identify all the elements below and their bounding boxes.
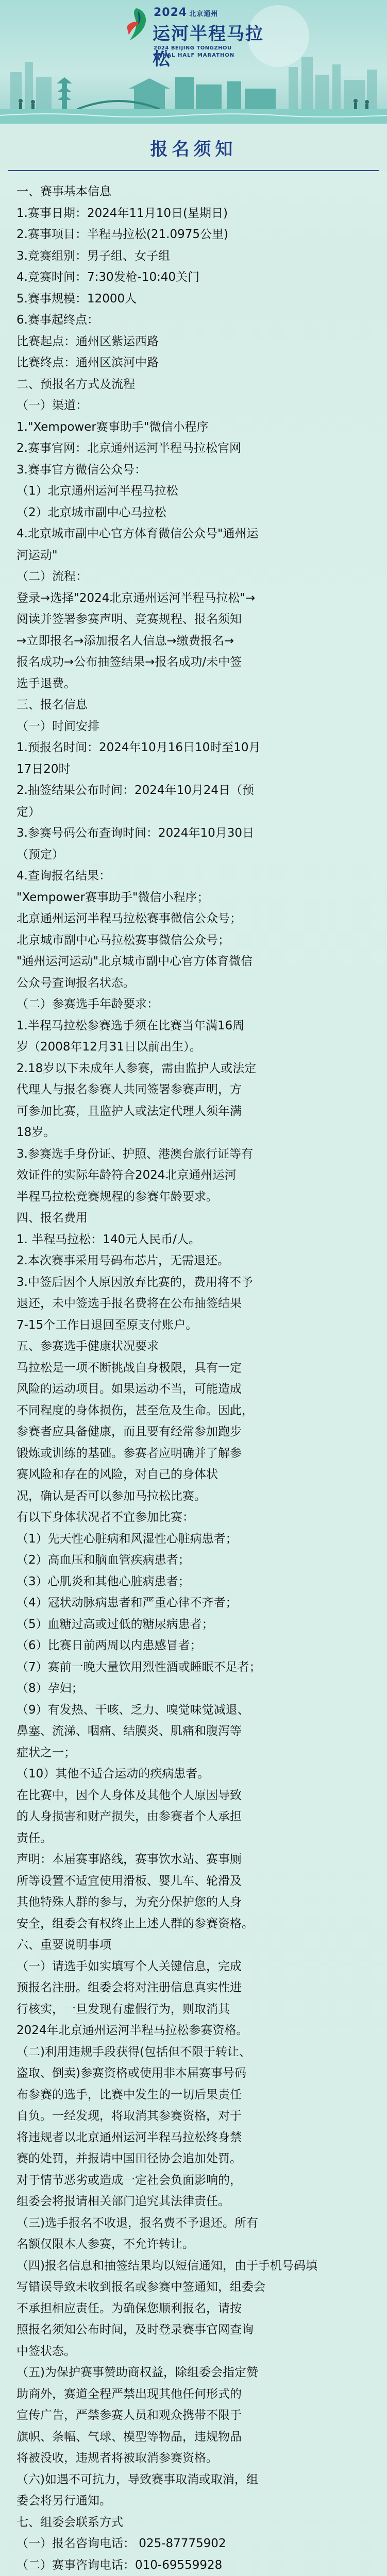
content-line: 的人身损害和财产损失，由参赛者个人承担 <box>16 1810 242 1823</box>
content-line: 公众号查询报名状态。 <box>16 976 135 990</box>
content-line: 其他特殊人群的参与，为充分保护您的人身 <box>16 1895 242 1909</box>
content-line: 中签状态。 <box>16 2344 76 2358</box>
content-line: 组委会将报请相关部门追究其法律责任。 <box>16 2195 230 2208</box>
content-line: 6.赛事起终点： <box>16 313 99 327</box>
content-line: （4）冠状动脉病患者和严重心律不齐者； <box>16 1596 238 1609</box>
content-line: （二）参赛选手年龄要求： <box>16 997 159 1011</box>
content-line: 将被没收，违规者将被取消参赛资格。 <box>16 2451 218 2465</box>
content-line: 代理人与报名参赛人共同签署参赛声明，方 <box>16 1083 242 1096</box>
content-line: 有以下身体状况者不宜参加比赛： <box>16 1511 194 1524</box>
content-line: 盗取、倒卖)参赛资格或使用非本届赛事号码 <box>16 2066 246 2080</box>
content-line: （二)利用违规手段获得(包括但不限于转让、 <box>16 2045 251 2059</box>
content-line: 行核实，一旦发现有虚假行为，则取消其 <box>16 2002 230 2016</box>
content-line: 半程马拉松竞赛规程的参赛年龄要求。 <box>16 1190 218 1204</box>
content-line: 责任。 <box>16 1831 52 1845</box>
content-line: （一）渠道： <box>16 399 88 412</box>
content-line: 名额仅限本人参赛，不允许转让。 <box>16 2238 194 2251</box>
content-line: 3.中签后因个人原因放弃比赛的，费用将不予 <box>16 1275 253 1289</box>
page-title: 报名须知 <box>150 139 237 160</box>
content-line: （2）北京城市副中心马拉松 <box>16 505 166 519</box>
content-line: 四、报名费用 <box>16 1211 88 1225</box>
content-line: 不承担相应责任。为确保您顺利报名，请按 <box>16 2301 242 2315</box>
content-line: 4.查询报名结果： <box>16 869 111 883</box>
content-line: 选手退费。 <box>16 676 76 690</box>
logo-en-line1: 2024 BEIJING TONGZHOU <box>154 45 232 51</box>
content-line: 三、报名信息 <box>16 698 88 711</box>
event-banner <box>0 0 387 124</box>
content-line: 18岁。 <box>16 1126 56 1139</box>
content-line: 定） <box>16 805 40 819</box>
content-line: 2.本次赛事采用号码布芯片，无需退还。 <box>16 1254 229 1267</box>
content-line: 预报名注册。组委会将对注册信息真实性进 <box>16 1981 242 1994</box>
content-line: 况，确认是否可以参加马拉松比赛。 <box>16 1489 206 1503</box>
content-line: 比赛终点：通州区滨河中路 <box>16 356 159 369</box>
content-line: 旗帜、条幅、气球、模型等物品，违规物品 <box>16 2430 242 2444</box>
content-line: （1）先天性心脏病和风湿性心脏病患者； <box>16 1532 238 1546</box>
content-line: （二）流程： <box>16 570 88 583</box>
content-line: "通州运河运动"北京城市副中心官方体育微信 <box>16 955 253 968</box>
content-line: （二）赛事咨询电话：010-69559928 <box>16 2558 223 2572</box>
content-line: 1.预报名时间：2024年10月16日10时至10月 <box>16 741 261 754</box>
content-line: 效证件的实际年龄符合2024北京通州运河 <box>16 1168 237 1182</box>
page-title-bar <box>0 124 387 171</box>
content-line: 2024年北京通州运河半程马拉松参赛资格。 <box>16 2024 248 2037</box>
content-line: 登录→选择"2024北京通州运河半程马拉松"→ <box>16 591 256 605</box>
content-line: 1."Xempower赛事助手"微信小程序 <box>16 420 209 434</box>
content-line: 4.北京城市副中心官方体育微信公众号"通州运 <box>16 527 259 540</box>
content-line: 1. 半程马拉松：140元人民币/人。 <box>16 1232 200 1246</box>
content-line: （一）报名咨询电话： 025-87775902 <box>16 2537 226 2550</box>
logo-year: 2024 北京通州 <box>154 6 218 19</box>
content-line: 赛的处罚，并报请中国田径协会追加处罚。 <box>16 2152 242 2165</box>
content-line: 鼻塞、流涕、咽痛、结膜炎、肌痛和腹泻等 <box>16 1724 242 1738</box>
content-line: （1）北京通州运河半程马拉松 <box>16 484 178 498</box>
content-line: 北京通州运河半程马拉松赛事微信公众号； <box>16 912 242 925</box>
content-line: 不同程度的身体损伤，甚至危及生命。因此， <box>16 1403 254 1417</box>
content-line: （8）孕妇； <box>16 1682 83 1695</box>
content-line: 赛风险和存在的风险，对自己的身体状 <box>16 1468 218 1481</box>
title-divider <box>8 170 379 171</box>
content-line: 7-15个工作日退回至原支付账户。 <box>16 1318 198 1332</box>
content-line: 3.参赛选手身份证、护照、港澳台旅行证等有 <box>16 1147 253 1161</box>
content-line: （三)选手报名不收退，报名费不予退还。所有 <box>16 2216 258 2230</box>
content-line: 委会将另行通知。 <box>16 2494 111 2507</box>
content-line: 2.赛事官网：北京通州运河半程马拉松官网 <box>16 442 241 455</box>
content-line: （5）血糖过高或过低的糖尿病患者； <box>16 1617 214 1631</box>
content-line: 对于情节恶劣或造成一定社会负面影响的， <box>16 2173 242 2187</box>
logo-event-title: 运河半程马拉松 <box>153 24 264 70</box>
content-line: 4.竞赛时间：7:30发枪-10:40关门 <box>16 270 200 284</box>
content-line: 将违规者以北京通州运河半程马拉松终身禁 <box>16 2130 242 2144</box>
content-line: 写错误导致未收到报名或参赛中签通知，组委会 <box>16 2280 265 2294</box>
content-line: 声明：本届赛事路线，赛事饮水站、赛事厕 <box>16 1853 242 1866</box>
content-line: 5.赛事规模：12000人 <box>16 292 137 306</box>
content-line: 3.参赛号码公布查询时间：2024年10月30日 <box>16 826 255 840</box>
content-line: 所等设置不适宜使用滑板、婴儿车、轮滑及 <box>16 1874 242 1888</box>
content-line: （预定） <box>16 848 64 861</box>
content-line: 阅读并签署参赛声明、竞赛规程、报名须知 <box>16 613 242 626</box>
content-line: （2）高血压和脑血管疾病患者； <box>16 1553 190 1567</box>
content-line: 马拉松是一项不断挑战自身极限，具有一定 <box>16 1361 242 1375</box>
content-line: （五)为保护赛事赞助商权益，除组委会指定赞 <box>16 2366 258 2379</box>
content-line: 六、重要说明事项 <box>16 1938 111 1952</box>
content-line: 退还，未中签选手报名费将在公布抽签结果 <box>16 1297 242 1310</box>
content-line: 锻炼或训练的基础。参赛者应明确并了解参 <box>16 1446 242 1460</box>
content-line: 2.抽签结果公布时间：2024年10月24日（预 <box>16 784 255 797</box>
content-line: 自负。一经发现，将取消其参赛资格，对于 <box>16 2109 242 2123</box>
content-line: 宣传广告，严禁参赛人员和观众携带不限于 <box>16 2409 242 2422</box>
content-line: 五、参赛选手健康状况要求 <box>16 1340 159 1353</box>
content-line: 一、赛事基本信息 <box>16 185 111 198</box>
content-line: （一）请选手如实填写个人关键信息，完成 <box>16 1959 242 1973</box>
logo-en-line2: CANAL HALF MARATHON <box>154 53 235 58</box>
content-line: 1.赛事日期：2024年11月10日(星期日) <box>16 206 228 220</box>
content-line: 河运动" <box>16 548 58 562</box>
content-line: 风险的运动项目。如果运动不当，可能造成 <box>16 1382 242 1396</box>
content-line: （一）时间安排 <box>16 719 99 733</box>
content-line: 在比赛中，因个人身体及其他个人原因导致 <box>16 1788 242 1802</box>
content-line: 二、预报名方式及流程 <box>16 377 135 391</box>
content-line: 比赛起点：通州区紫运西路 <box>16 334 159 348</box>
content-line: 3.赛事官方微信公众号： <box>16 463 146 477</box>
content-line: 2.赛事项目：半程马拉松(21.0975公里) <box>16 228 229 241</box>
content-line: （四)报名信息和抽签结果均以短信通知，由于手机号码填 <box>16 2259 317 2273</box>
content-line: （3）心肌炎和其他心脏病患者； <box>16 1574 190 1588</box>
content-line: （10）其他不适合运动的疾病患者。 <box>16 1767 210 1781</box>
content-line: （六)如遇不可抗力，导致赛事取消或取消，组 <box>16 2472 258 2486</box>
content-line: "Xempower赛事助手"微信小程序； <box>16 890 209 904</box>
content-line: 3.竞赛组别：男子组、女子组 <box>16 249 170 263</box>
content-line: 助商外，赛道全程严禁出现其他任何形式的 <box>16 2387 242 2401</box>
content-line: 参赛者应具备健康，而且要有经常参加跑步 <box>16 1425 242 1438</box>
content-line: →立即报名→添加报名人信息→缴费报名→ <box>16 634 234 648</box>
content-line: 岁（2008年12月31日以前出生）。 <box>16 1040 201 1054</box>
content-line: （6）比赛日前两周以内患感冒者； <box>16 1639 202 1652</box>
content-line: （7）赛前一晚大量饮用烈性酒或睡眠不足者； <box>16 1660 261 1674</box>
content-line: 17日20时 <box>16 762 71 776</box>
content-line: 北京城市副中心马拉松赛事微信公众号； <box>16 933 230 947</box>
content-line: 2.18岁以下未成年人参赛，需由监护人或法定 <box>16 1061 257 1075</box>
content-line: （9）有发热、干咳、乏力、嗅觉味觉减退、 <box>16 1703 249 1717</box>
notice-content <box>16 181 372 2576</box>
content-line: 1.半程马拉松参赛选手须在比赛当年满16周 <box>16 1019 245 1032</box>
content-line: 七、组委会联系方式 <box>16 2515 123 2529</box>
content-line: 可参加比赛，且监护人或法定代理人须年满 <box>16 1104 242 1118</box>
content-line: 安全，组委会有权终止上述人群的参赛资格。 <box>16 1917 254 1930</box>
runner-logo-icon <box>123 6 149 42</box>
skyline-illustration <box>0 52 387 124</box>
content-line: 症状之一； <box>16 1745 76 1759</box>
content-line: 布参赛的选手，比赛中发生的一切后果责任 <box>16 2088 242 2102</box>
content-line: 报名成功→公布抽签结果→报名成功/未中签 <box>16 655 242 669</box>
content-line: 照报名须知公布时间，及时登录赛事官网查询 <box>16 2323 254 2336</box>
